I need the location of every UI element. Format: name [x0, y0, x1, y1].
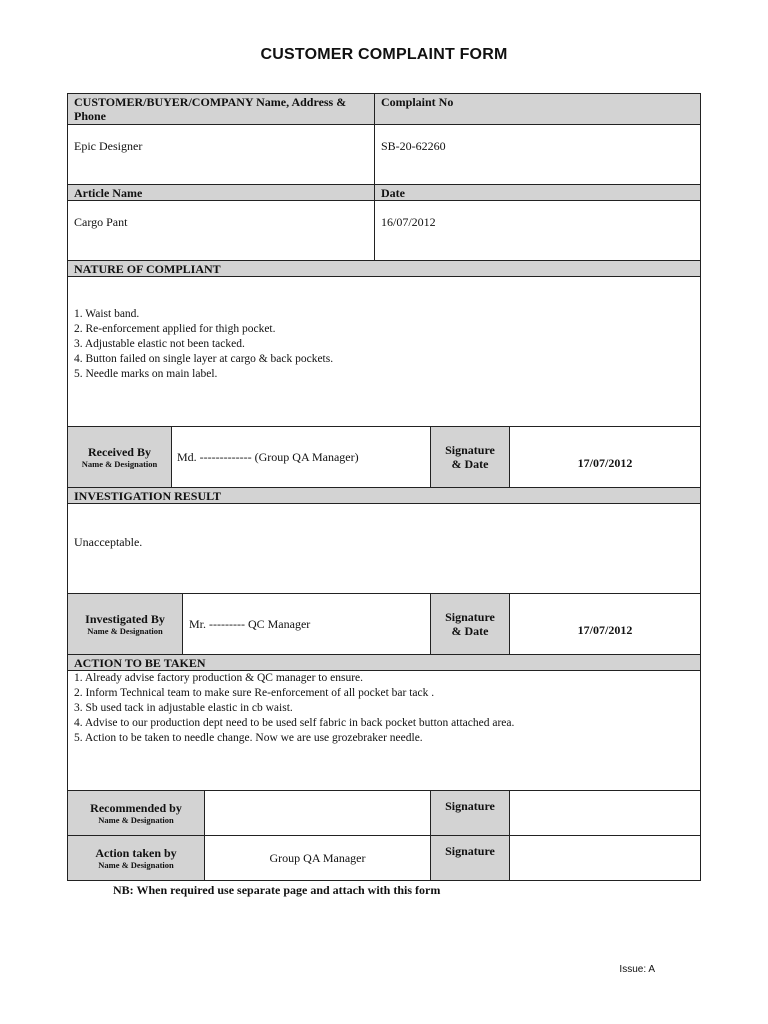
customer-header: CUSTOMER/BUYER/COMPANY Name, Address & Phone — [74, 95, 347, 123]
issue-label: Issue: A — [619, 964, 655, 975]
article-header: Article Name — [74, 186, 143, 200]
complaint-no-header: Complaint No — [374, 94, 700, 124]
received-by-sub: Name & Designation — [81, 459, 158, 469]
investigated-sig-label-date: & Date — [451, 624, 489, 638]
recommended-sig-label: Signature — [430, 791, 509, 835]
nature-header-row — [67, 261, 701, 277]
recommended-by-row — [67, 791, 701, 836]
action-taken-sig-value — [509, 836, 700, 880]
investigation-value: Unacceptable. — [74, 535, 143, 549]
received-by-row — [67, 427, 701, 488]
action-taken-row — [67, 836, 701, 881]
investigated-by-label-cell — [68, 594, 182, 654]
date-value: 16/07/2012 — [374, 201, 700, 260]
received-sig-label-date: & Date — [451, 457, 489, 471]
recommended-by-name — [204, 791, 430, 835]
recommended-by-label-cell — [68, 791, 204, 835]
action-taken-sig-label: Signature — [430, 836, 509, 880]
list-item: 4. Advise to our production dept need to be used self fabric in back pocket button attached area. — [74, 717, 515, 729]
action-taken-sub: Name & Designation — [98, 860, 174, 870]
investigated-by-name: Mr. --------- QC Manager — [182, 594, 430, 654]
investigation-header: INVESTIGATION RESULT — [74, 489, 222, 503]
recommended-sig-value — [509, 791, 700, 835]
investigated-sig-label: Signature — [445, 610, 495, 624]
received-by-name: Md. ------------- (Group QA Manager) — [171, 427, 430, 487]
page-title: CUSTOMER COMPLAINT FORM — [260, 46, 508, 63]
list-item: 3. Adjustable elastic not been tacked. — [74, 338, 245, 350]
list-item: 2. Inform Technical team to make sure Re-enforcement of all pocket bar tack . — [74, 687, 435, 699]
list-item: 4. Button failed on single layer at cargo & back pockets. — [74, 353, 334, 365]
article-value-row — [67, 201, 701, 261]
complaint-form — [67, 93, 701, 881]
action-taken-label-cell — [68, 836, 204, 880]
list-item: 5. Action to be taken to needle change. Now we are use grozebraker needle. — [74, 732, 423, 744]
action-taken-name: Group QA Manager — [204, 836, 430, 880]
list-item: 1. Waist band. — [74, 308, 140, 320]
customer-value-row — [67, 125, 701, 185]
nature-list — [68, 277, 700, 382]
customer-header-row — [67, 93, 701, 125]
list-item: 3. Sb used tack in adjustable elastic in cb waist. — [74, 702, 293, 714]
received-sig-label-cell — [430, 427, 509, 487]
investigated-by-label: Investigated By — [85, 612, 165, 626]
footer-note: NB: When required use separate page and attach with this form — [113, 883, 441, 897]
investigated-by-sub: Name & Designation — [87, 626, 163, 636]
action-header-row — [67, 655, 701, 671]
article-header-row — [67, 185, 701, 201]
customer-value: Epic Designer — [74, 139, 143, 153]
received-sig-date: 17/07/2012 — [509, 427, 700, 487]
complaint-no-value: SB-20-62260 — [374, 125, 700, 184]
investigated-sig-date: 17/07/2012 — [509, 594, 700, 654]
received-by-label-cell — [68, 427, 171, 487]
action-header: ACTION TO BE TAKEN — [74, 656, 206, 670]
list-item: 2. Re-enforcement applied for thigh pocket. — [74, 323, 276, 335]
received-sig-label: Signature — [445, 443, 495, 457]
recommended-by-sub: Name & Designation — [98, 815, 174, 825]
nature-header: NATURE OF COMPLIANT — [74, 262, 221, 276]
action-taken-label: Action taken by — [95, 846, 177, 860]
action-list — [68, 671, 700, 746]
investigation-value-row — [67, 504, 701, 594]
nature-list-row — [67, 277, 701, 427]
article-value: Cargo Pant — [74, 215, 128, 229]
list-item: 1. Already advise factory production & QC manager to ensure. — [74, 672, 364, 684]
investigated-by-row — [67, 594, 701, 655]
received-by-label: Received By — [88, 445, 151, 459]
action-list-row — [67, 671, 701, 791]
investigation-header-row — [67, 488, 701, 504]
investigated-sig-label-cell — [430, 594, 509, 654]
date-header: Date — [374, 185, 700, 200]
recommended-by-label: Recommended by — [90, 801, 182, 815]
list-item: 5. Needle marks on main label. — [74, 368, 218, 380]
